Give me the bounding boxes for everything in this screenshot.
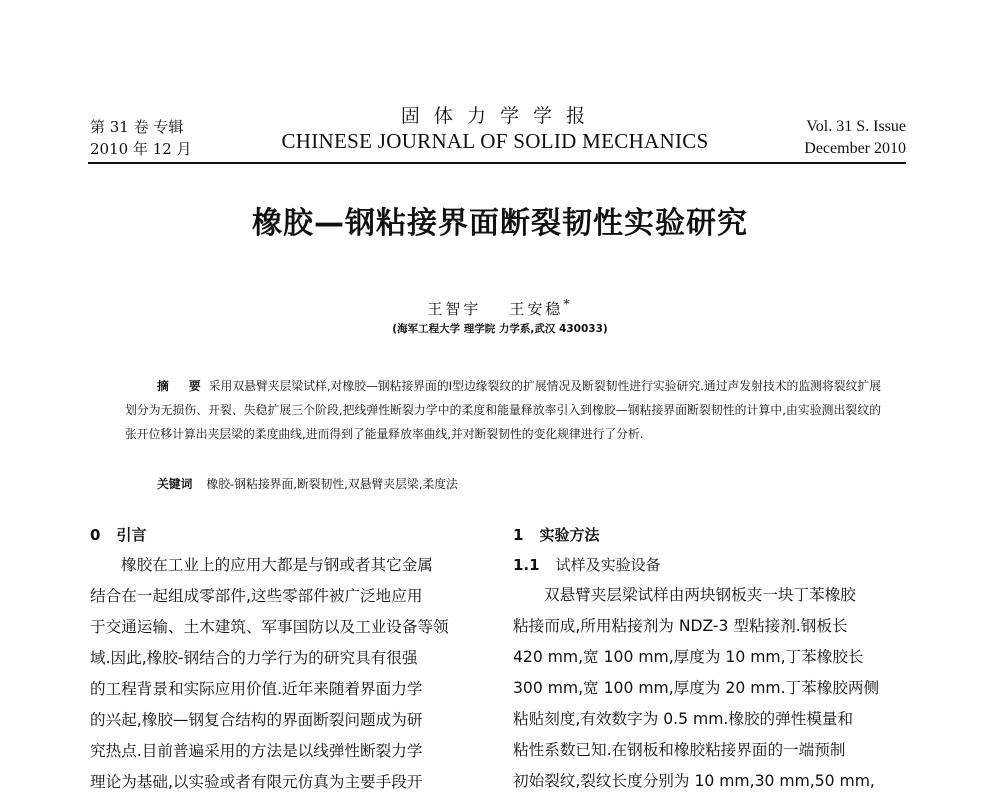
journal-name-en: CHINESE JOURNAL OF SOLID MECHANICS — [281, 129, 709, 153]
header-rule — [88, 162, 906, 164]
body-line: 的工程背景和实际应用价值.近年来随着界面力学 — [90, 680, 423, 698]
section-number: 1 — [513, 526, 524, 544]
left-column — [90, 520, 490, 798]
abstract-text: 采用双悬臂夹层梁试样,对橡胶—钢粘接界面的Ⅰ型边缘裂纹的扩展情况及断裂韧性进行实验研究.通过声发射技术的监测将裂纹扩展划分为无损伤、开裂、失稳扩展三个阶段,把线弹性断裂力学中的柔度和能量释放率引入到橡胶—钢粘接界面断裂韧性的计算中,由实验测出裂纹的张开位移计算出夹层梁的柔度曲线,进而得到了能量释放率曲线,并对断裂韧性的变化规律进行了分析. — [125, 379, 882, 441]
issue-date-en: December 2010 — [804, 140, 906, 157]
body-line: 粘接而成,所用粘接剂为 NDZ-3 型粘接剂.钢板长 — [513, 617, 848, 635]
keywords-text: 橡胶-钢粘接界面,断裂韧性,双悬臂夹层梁,柔度法 — [206, 477, 458, 491]
body-line: 结合在一起组成零部件,这些零部件被广泛地应用 — [90, 587, 423, 605]
journal-name — [280, 104, 710, 154]
body-line: 300 mm,宽 100 mm,厚度为 20 mm.丁苯橡胶两侧 — [513, 679, 880, 697]
issue-volume-en: Vol. 31 S. Issue — [806, 118, 906, 135]
paper-title: 橡胶—钢粘接界面断裂韧性实验研究 — [252, 206, 748, 241]
section-heading — [90, 520, 490, 550]
subsection-heading — [513, 550, 913, 580]
section-heading — [513, 520, 913, 550]
body-line: 420 mm,宽 100 mm,厚度为 10 mm,丁苯橡胶长 — [513, 648, 864, 666]
right-column — [513, 520, 913, 797]
abstract-label: 摘 要 — [157, 379, 209, 393]
keywords-label: 关键词 — [157, 477, 193, 491]
author-name: 王安稳 — [509, 300, 564, 318]
journal-name-cn: 固 体 力 学 学 报 — [400, 105, 590, 127]
issue-info-en — [804, 116, 906, 160]
body-line: 究热点.目前普遍采用的方法是以线弹性断裂力学 — [90, 742, 423, 760]
body-line: 粘性系数已知.在钢板和橡胶粘接界面的一端预制 — [513, 741, 846, 759]
issue-info-cn — [90, 116, 192, 160]
section-title: 实验方法 — [539, 526, 600, 544]
subsection-number: 1.1 — [513, 556, 540, 574]
body-line: 于交通运输、土木建筑、军事国防以及工业设备等领 — [90, 618, 449, 636]
author-list — [0, 296, 1000, 319]
abstract — [125, 374, 881, 446]
subsection-title: 试样及实验设备 — [555, 556, 661, 574]
issue-volume-cn: 第 31 卷 专辑 — [90, 118, 184, 136]
body-line: 粘贴刻度,有效数字为 0.5 mm.橡胶的弹性模量和 — [513, 710, 854, 728]
section-body — [513, 580, 913, 797]
section-title: 引言 — [116, 526, 147, 544]
body-line: 理论为基础,以实验或者有限元仿真为主要手段开 — [90, 773, 423, 791]
body-line: 初始裂纹,裂纹长度分别为 10 mm,30 mm,50 mm, — [513, 772, 875, 790]
keywords — [157, 472, 857, 496]
body-line: 域.因此,橡胶-钢结合的力学行为的研究具有很强 — [90, 649, 418, 667]
body-line: 的兴起,橡胶—钢复合结构的界面断裂问题成为研 — [90, 711, 423, 729]
body-line: 双悬臂夹层梁试样由两块钢板夹一块丁苯橡胶 — [544, 586, 856, 604]
body-line: 橡胶在工业上的应用大都是与钢或者其它金属 — [121, 556, 433, 574]
author-affiliation: (海军工程大学 理学院 力学系,武汉 430033) — [392, 323, 608, 335]
section-number: 0 — [90, 526, 101, 544]
author-name: 王智宇 — [427, 300, 482, 318]
corresponding-author-marker: * — [563, 296, 573, 311]
section-body — [90, 550, 490, 798]
issue-date-cn: 2010 年 12 月 — [90, 140, 192, 158]
